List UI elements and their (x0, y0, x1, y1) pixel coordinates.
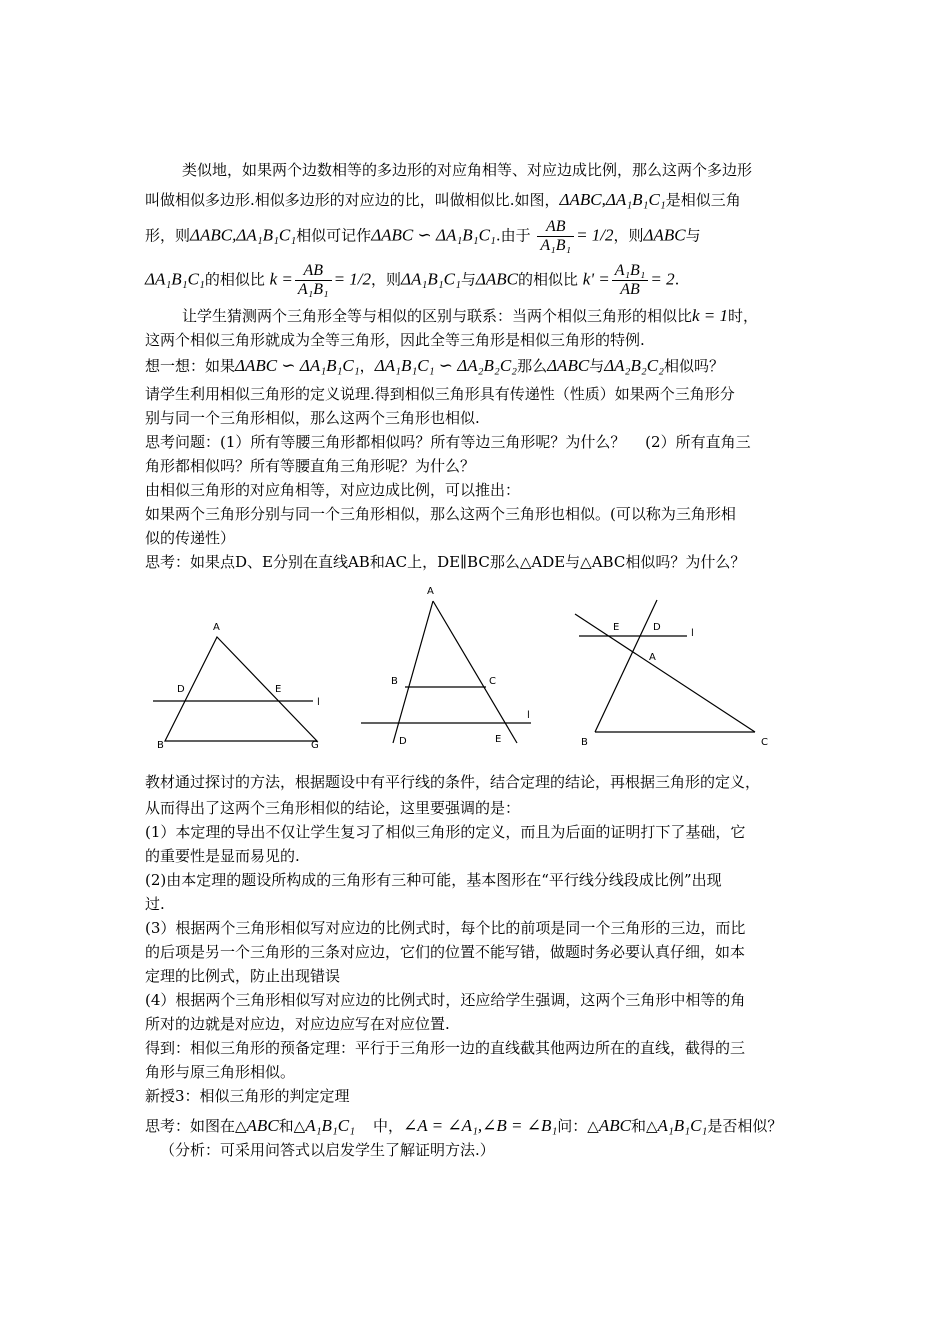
label-A: A (649, 652, 656, 663)
text-line: 形，则ΔABC,ΔA₁B₁C₁相似可记作ΔABC ∽ ΔA₁B₁C₁.由于 $\frac{AB}{\text{A₁B₁}}$ = 1/2，则ΔABC与 (145, 218, 701, 254)
fraction: $\frac{AB}{\text{A₁B₁}}$ (537, 218, 574, 255)
fraction: $\frac{\text{A₁B₁}}{AB}$ (612, 262, 649, 299)
text-line: 别与同一个三角形相似，那么这两个三角形也相似. (145, 409, 480, 427)
text-line: (1）本定理的导出不仅让学生复习了相似三角形的定义，而且为后面的证明打下了基础，它 (145, 823, 746, 841)
fraction: $\frac{AB}{\text{A₁B₁}}$ (295, 262, 332, 299)
text-line: 思考问题：(1）所有等腰三角形都相似吗？所有等边三角形呢？为什么？ (2）所有直角三 (145, 433, 751, 451)
text-line: 定理的比例式，防止出现错误 (145, 967, 341, 985)
text-line: 教材通过探讨的方法，根据题设中有平行线的条件，结合定理的结论，再根据三角形的定义， (145, 773, 761, 791)
label-E: E (495, 734, 502, 745)
text-line: (2)由本定理的题设所构成的三角形有三种可能，基本图形在“平行线分线段成比例”出现 (145, 871, 722, 889)
text-line: 所对的边就是对应边，对应边应写在对应位置. (145, 1015, 450, 1033)
text-line: 似的传递性） (145, 529, 236, 547)
label-C: C (489, 676, 496, 687)
label-A: A (427, 586, 434, 597)
text-line: 得到：相似三角形的预备定理：平行于三角形一边的直线截其他两边所在的直线，截得的三 (145, 1039, 746, 1057)
section-heading: 新授3：相似三角形的判定定理 (145, 1087, 350, 1105)
figure-triangle-3 (565, 580, 795, 759)
figure-triangle-2 (355, 580, 545, 759)
label-C: C (761, 737, 768, 748)
text-line: 过. (145, 895, 165, 913)
label-C: G (311, 740, 319, 751)
text-line: 想一想：如果ΔABC ∽ ΔA₁B₁C₁，ΔA₁B₁C₁ ∽ ΔA₂B₂C₂那么ΔABC与ΔA₂B₂C₂相似吗？ (145, 356, 725, 375)
label-B: B (391, 676, 398, 687)
text-line: 思考：如图在△ABC和△A₁B₁C₁ 中，∠A = ∠A₁,∠B = ∠B₁问：△ABC和△A₁B₁C₁是否相似？ (145, 1116, 783, 1135)
label-E: E (613, 622, 620, 633)
text-line: 从而得出了这两个三角形相似的结论，这里要强调的是： (145, 799, 521, 817)
text-line: (3）根据两个三角形相似写对应边的比例式时，每个比的前项是同一个三角形的三边，而比 (145, 919, 746, 937)
label-A: A (213, 622, 220, 633)
text-line: 的后项是另一个三角形的三条对应边，它们的位置不能写错，做题时务必要认真仔细，如本 (145, 943, 746, 961)
math-expression: ΔABC,ΔA₁B₁C₁ (559, 190, 666, 209)
text-line: 角形都相似吗？所有等腰直角三角形呢？为什么？ (145, 457, 476, 475)
text-line: 如果两个三角形分别与同一个三角形相似，那么这两个三角形也相似。(可以称为三角形相 (145, 505, 736, 523)
text-line: 思考：如果点D、E分别在直线AB和AC上，DE∥BC那么△ADE与△ABC相似吗？为什么？ (145, 553, 746, 571)
label-l: l (691, 628, 694, 639)
text-line: ΔA₁B₁C₁的相似比 k = $\frac{AB}{\text{A₁B₁}}$ = 1/2，则ΔA₁B₁C₁与ΔABC的相似比 k' = $\frac{\text{A₁B₁}}{AB}$ = 2. (145, 262, 680, 298)
label-B: B (157, 740, 164, 751)
text-line: （分析：可采用问答式以启发学生了解证明方法.） (160, 1141, 495, 1159)
text-line: 角形与原三角形相似。 (145, 1063, 296, 1081)
text-line: 叫做相似多边形.相似多边形的对应边的比，叫做相似比.如图，ΔABC,ΔA₁B₁C₁是相似三角 (145, 190, 741, 209)
text-line: (4）根据两个三角形相似写对应边的比例式时，还应给学生强调，这两个三角形中相等的角 (145, 991, 746, 1009)
text-line: 的重要性是显而易见的. (145, 847, 300, 865)
label-D: D (177, 684, 185, 695)
label-B: B (581, 737, 588, 748)
label-l: l (527, 710, 530, 721)
label-D: D (399, 736, 407, 747)
text-line: 这两个相似三角形就成为全等三角形，因此全等三角形是相似三角形的特例. (145, 331, 645, 349)
label-l: l (317, 697, 320, 708)
label-E: E (275, 684, 282, 695)
text-line: 让学生猜测两个三角形全等与相似的区别与联系：当两个相似三角形的相似比k = 1时， (182, 306, 759, 325)
text-line: 请学生利用相似三角形的定义说理.得到相似三角形具有传递性（性质）如果两个三角形分 (145, 385, 735, 403)
figure-triangle-1 (145, 580, 345, 759)
text-line: 由相似三角形的对应角相等，对应边成比例，可以推出： (145, 481, 521, 499)
label-D: D (653, 622, 661, 633)
text-line: 类似地，如果两个边数相等的多边形的对应角相等、对应边成比例，那么这两个多边形 (182, 161, 753, 179)
